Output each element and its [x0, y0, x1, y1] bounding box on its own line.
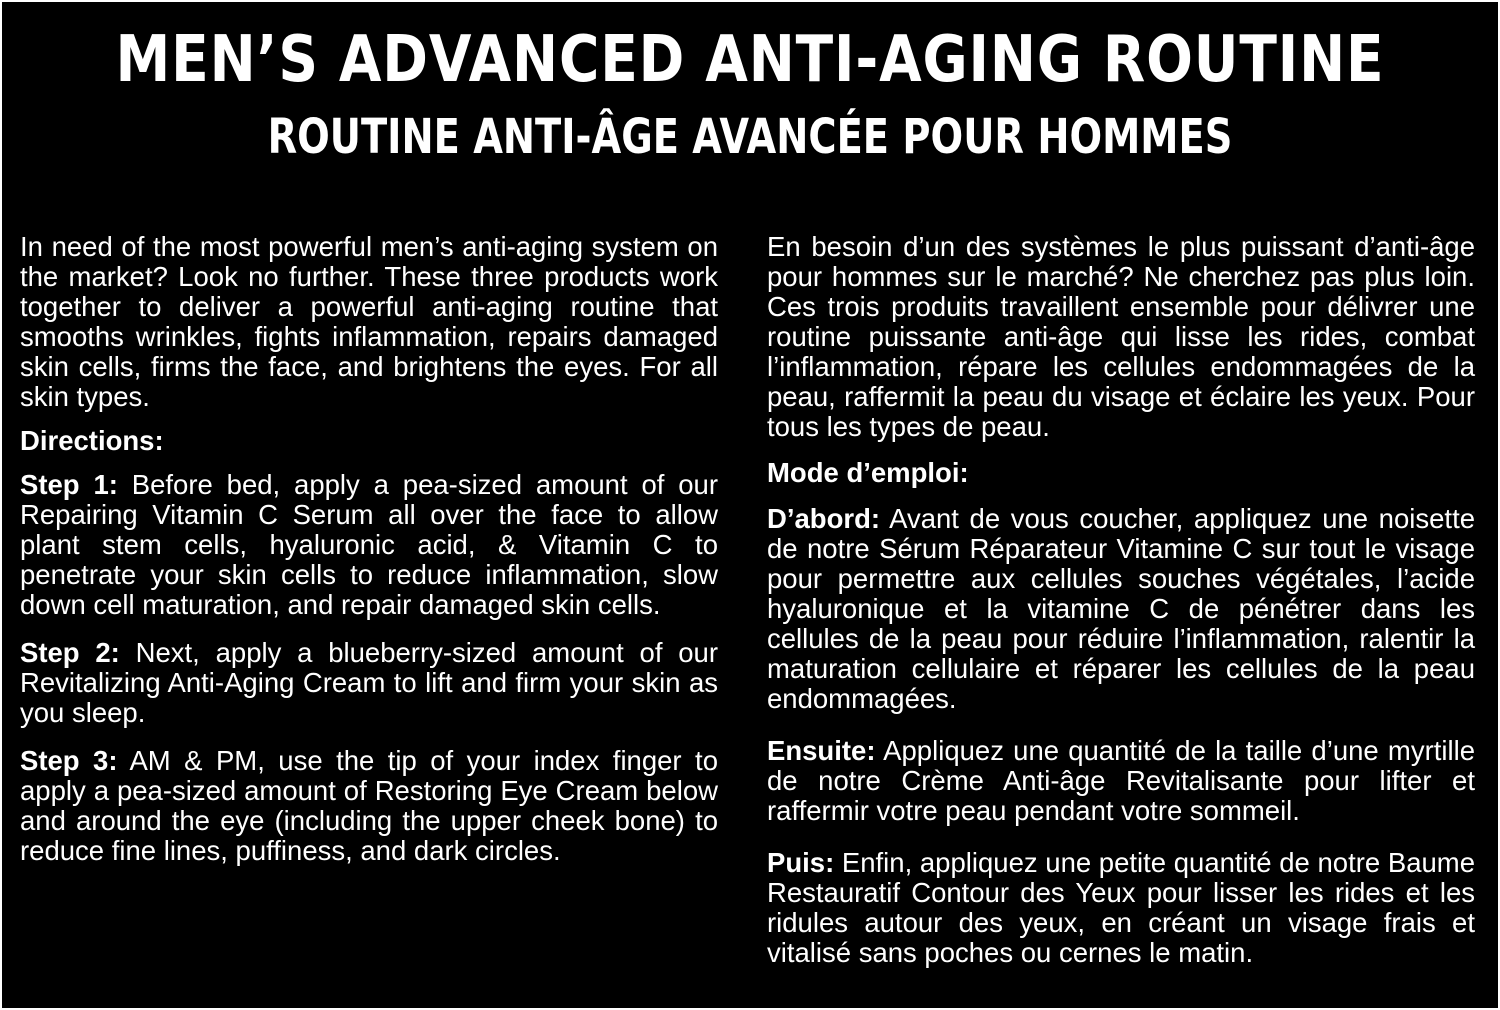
french-step-1-label: D’abord: [767, 503, 881, 534]
english-step-2-label: Step 2: [20, 637, 120, 668]
french-step-3-label: Puis: [767, 847, 835, 878]
english-step-3 [20, 746, 718, 866]
english-step-2 [20, 638, 718, 728]
french-directions-heading: Mode d’emploi: [767, 457, 969, 488]
french-step-1-text: Avant de vous coucher, appliquez une noisette de notre Sérum Réparateur Vitamine C sur tout le visage pour permettre aux cellules souches végétales, l’acide hyaluronique et la vitamine C de pénétrer dans les cellules de la peau pour réduire l’inflammation, ralentir la maturation cellulaire et réparer les cellules de la peau endommagées. [767, 503, 1475, 714]
french-step-2-label: Ensuite: [767, 735, 876, 766]
french-column [767, 232, 1475, 990]
english-intro: In need of the most powerful men’s anti-aging system on the market? Look no further. These three products work together to deliver a powerful anti-aging routine that smooths wrinkles, fights inflammation, repairs damaged skin cells, firms the face, and brightens the eyes. For all skin types. [20, 231, 718, 412]
english-step-3-label: Step 3: [20, 745, 118, 776]
page-title: MEN’S ADVANCED ANTI-AGING ROUTINE [115, 23, 1385, 97]
french-step-2-text: Appliquez une quantité de la taille d’une myrtille de notre Crème Anti-âge Revitalisante pour lifter et raffermir votre peau pendant votre sommeil. [767, 735, 1475, 826]
page-subtitle: ROUTINE ANTI-ÂGE AVANCÉE POUR HOMMES [267, 109, 1233, 165]
french-step-3-text: Enfin, appliquez une petite quantité de notre Baume Restauratif Contour des Yeux pour lisser les rides et les ridules autour des yeux, en créant un visage frais et vitalisé sans poches ou cernes le matin. [767, 847, 1475, 968]
french-step-1 [767, 504, 1475, 714]
french-step-3 [767, 848, 1475, 968]
english-step-1 [20, 470, 718, 620]
french-intro: En besoin d’un des systèmes le plus puissant d’anti-âge pour hommes sur le marché? Ne cherchez pas plus loin. Ces trois produits travaillent ensemble pour délivrer une routine puissante anti-âge qui lisse les rides, combat l’inflammation, répare les cellules endommagées de la peau, raffermit la peau du visage et éclaire les yeux. Pour tous les types de peau. [767, 231, 1475, 442]
english-step-1-label: Step 1: [20, 469, 118, 500]
english-step-3-text: AM & PM, use the tip of your index finger to apply a pea-sized amount of Restoring Eye Cream below and around the eye (including the upper cheek bone) to reduce fine lines, puffiness, and dark circles. [20, 745, 718, 866]
english-step-1-text: Before bed, apply a pea-sized amount of our Repairing Vitamin C Serum all over the face to allow plant stem cells, hyaluronic acid, & Vitamin C to penetrate your skin cells to reduce inflammation, slow down cell maturation, and repair damaged skin cells. [20, 469, 718, 620]
english-column [20, 232, 718, 884]
english-step-2-text: Next, apply a blueberry-sized amount of our Revitalizing Anti-Aging Cream to lift and firm your skin as you sleep. [20, 637, 718, 728]
english-directions-heading: Directions: [20, 425, 164, 456]
french-step-2 [767, 736, 1475, 826]
